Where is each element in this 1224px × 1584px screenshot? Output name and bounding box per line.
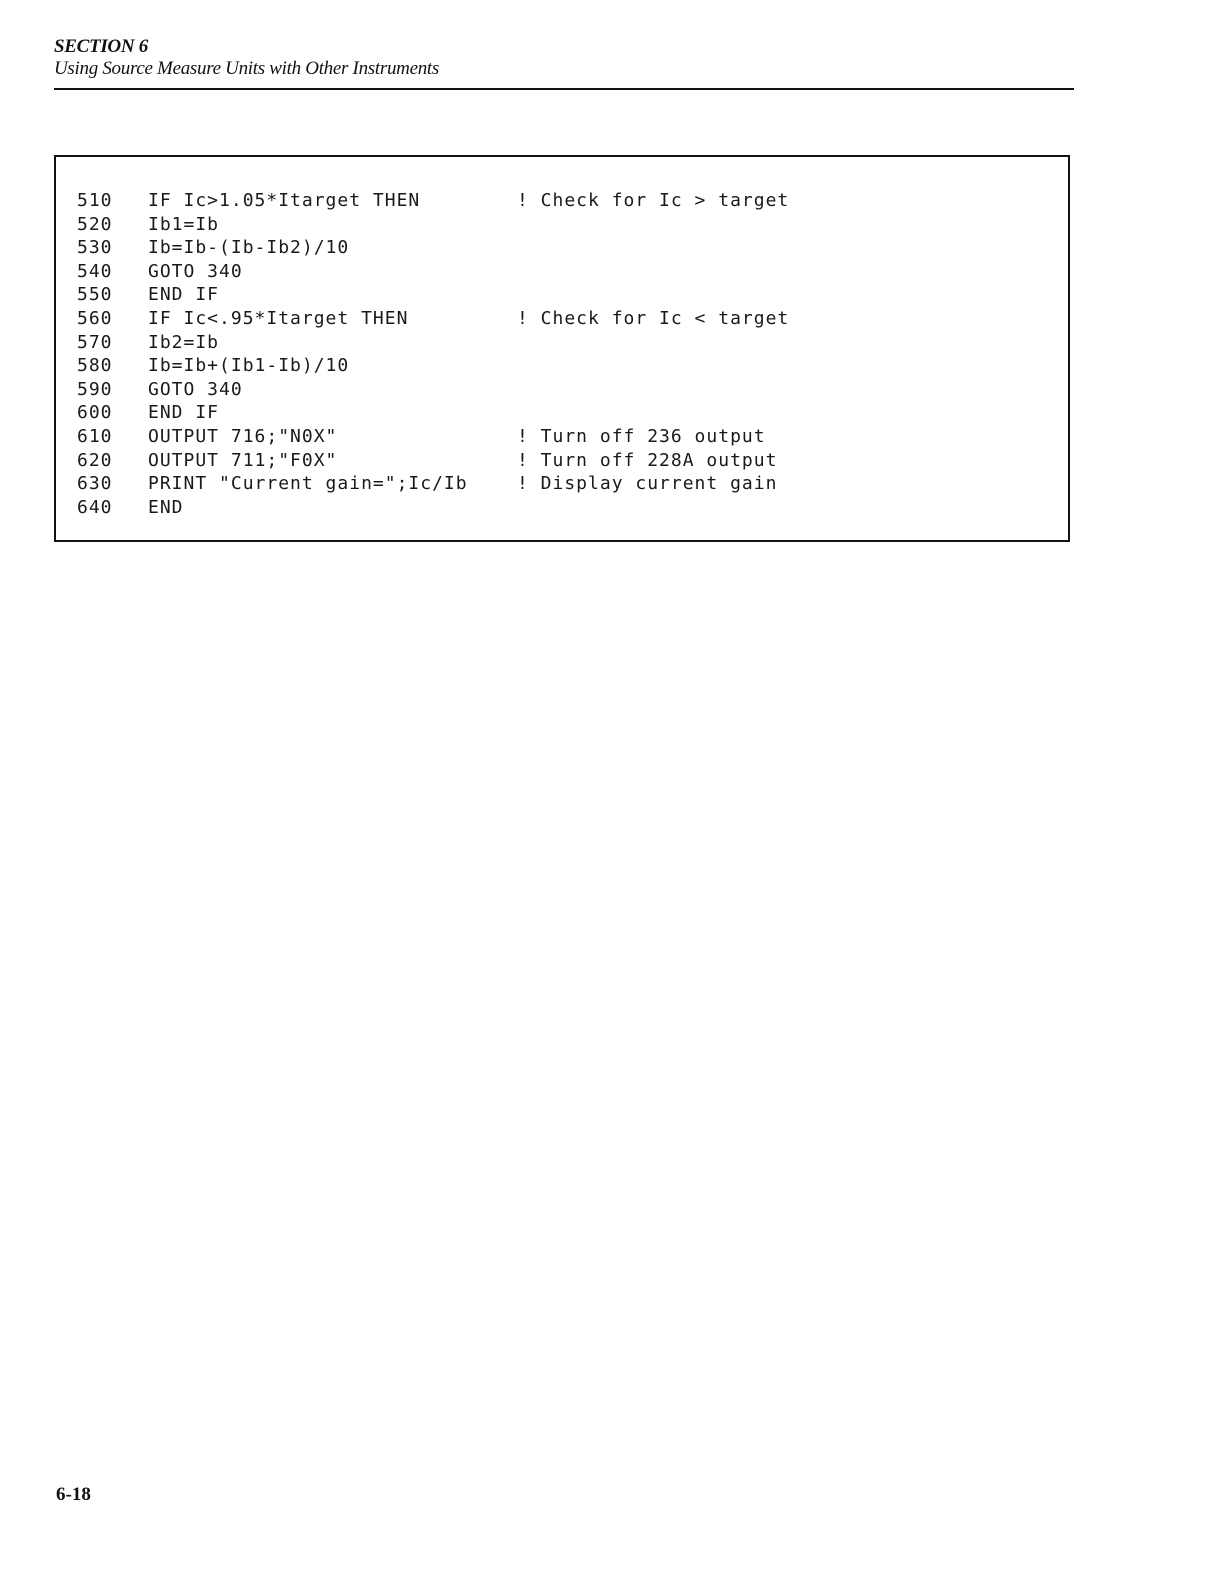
- line-number: 560: [77, 307, 113, 329]
- line-number: 570: [77, 331, 113, 353]
- code-line: [56, 354, 1068, 378]
- page-number: 6-18: [56, 1484, 91, 1505]
- code-listing-box: [54, 155, 1070, 542]
- code-line: [56, 472, 1068, 496]
- code-line: [56, 213, 1068, 237]
- line-number: 630: [77, 473, 113, 495]
- code-line: [56, 236, 1068, 260]
- code-comment: ! Display current gain: [517, 473, 778, 495]
- code-comment: ! Check for Ic > target: [517, 190, 790, 211]
- code-line: [56, 449, 1068, 473]
- code-comment: ! Turn off 228A output: [517, 449, 778, 471]
- code-line: [56, 496, 1068, 520]
- code-line: [56, 189, 1068, 213]
- code-line: [56, 260, 1068, 284]
- line-number: 520: [77, 213, 113, 235]
- code-statement: END: [148, 496, 184, 518]
- line-number: 640: [77, 496, 113, 518]
- line-number: 600: [77, 402, 113, 424]
- code-line: [56, 283, 1068, 307]
- header-rule: [54, 88, 1074, 90]
- code-comment: ! Check for Ic < target: [517, 307, 790, 329]
- code-statement: GOTO 340: [148, 260, 243, 282]
- line-number: 550: [77, 284, 113, 306]
- code-statement: Ib=Ib-(Ib-Ib2)/10: [148, 237, 350, 259]
- code-statement: Ib1=Ib: [148, 213, 220, 235]
- code-statement: GOTO 340: [148, 378, 243, 400]
- line-number: 620: [77, 449, 113, 471]
- line-number: 610: [77, 425, 113, 447]
- code-statement: END IF: [148, 402, 220, 424]
- page-header: [54, 36, 1074, 80]
- line-number: 540: [77, 260, 113, 282]
- line-number: 510: [77, 190, 113, 211]
- line-number: 530: [77, 237, 113, 259]
- code-statement: OUTPUT 711;"F0X": [148, 449, 338, 471]
- code-line: [56, 307, 1068, 331]
- code-statement: IF Ic>1.05*Itarget THEN: [148, 190, 421, 211]
- code-statement: OUTPUT 716;"N0X": [148, 425, 338, 447]
- code-statement: IF Ic<.95*Itarget THEN: [148, 307, 409, 329]
- code-line: [56, 425, 1068, 449]
- line-number: 580: [77, 355, 113, 377]
- code-statement: Ib=Ib+(Ib1-Ib)/10: [148, 355, 350, 377]
- code-comment: ! Turn off 236 output: [517, 425, 766, 447]
- code-line: [56, 331, 1068, 355]
- code-line: [56, 401, 1068, 425]
- code-listing: [56, 189, 1068, 519]
- code-statement: PRINT "Current gain=";Ic/Ib: [148, 473, 468, 495]
- section-title: SECTION 6: [54, 36, 148, 57]
- code-statement: Ib2=Ib: [148, 331, 220, 353]
- section-subtitle: Using Source Measure Units with Other Instruments: [54, 58, 439, 79]
- code-line: [56, 378, 1068, 402]
- line-number: 590: [77, 378, 113, 400]
- code-statement: END IF: [148, 284, 220, 306]
